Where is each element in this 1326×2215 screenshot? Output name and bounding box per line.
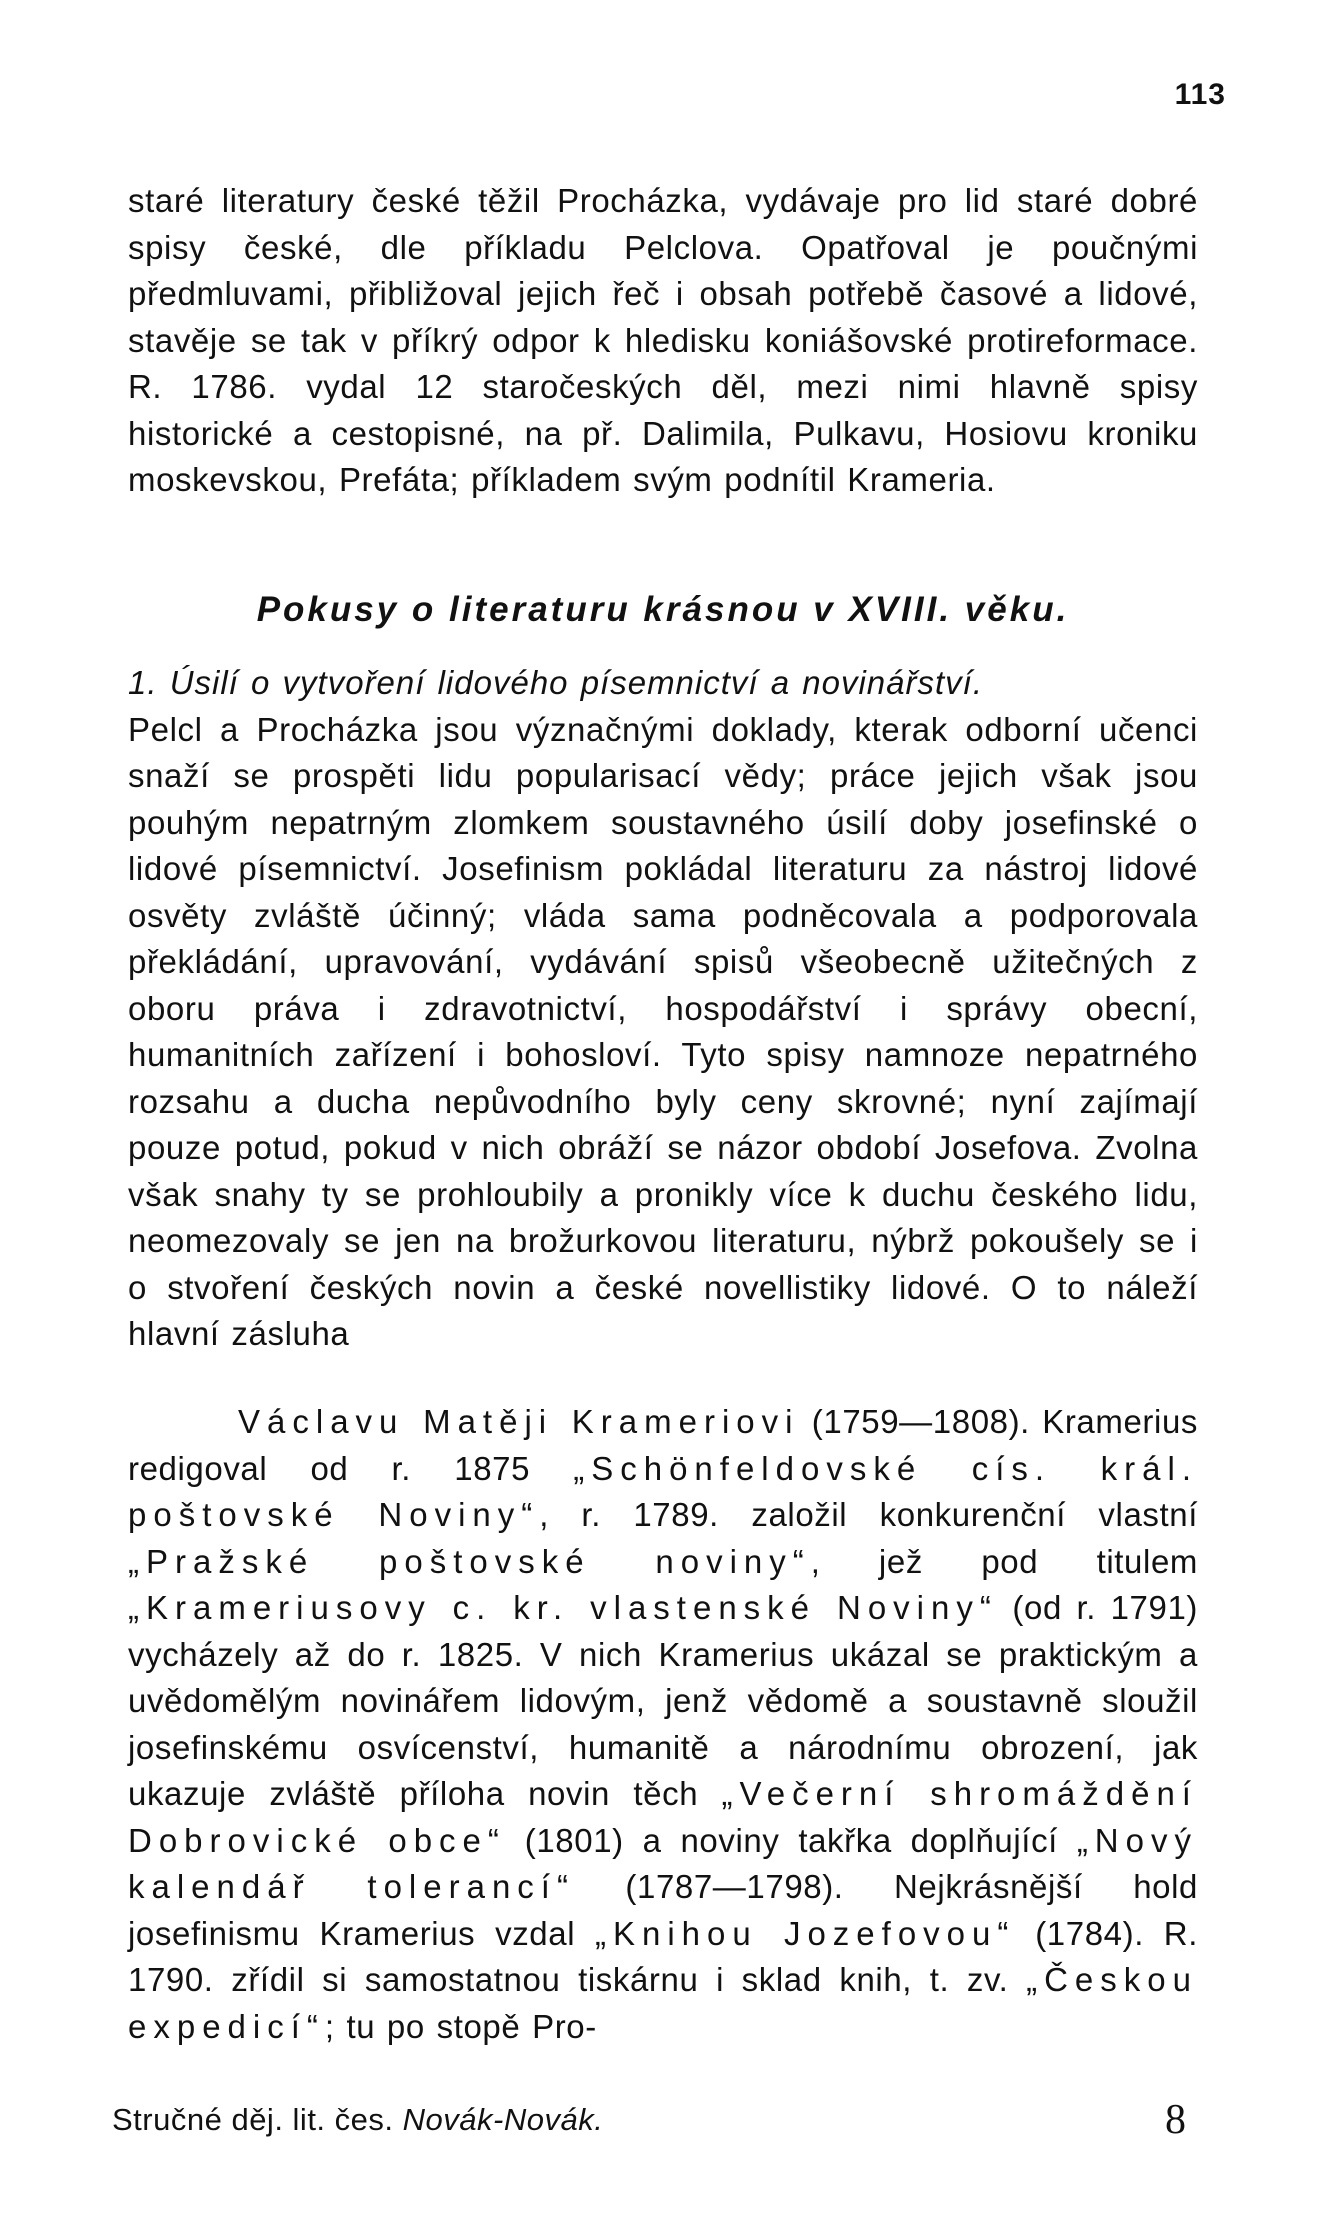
calendar-tolerance: „Nový kalendář tolerancí“	[128, 1821, 1198, 1905]
p3-text-6: (1787—1798). Nejkrásnější hold josefinismu Kramerius vzdal	[128, 1868, 1198, 1952]
p3-text-3: , jež pod titulem	[810, 1542, 1198, 1580]
footer-title	[112, 2102, 603, 2138]
section-title: Pokusy o literaturu krásnou v XVIII. věku.	[256, 590, 1070, 629]
paragraph-2	[128, 660, 1198, 1358]
newspaper-prazske: „Pražské poštovské noviny“	[128, 1542, 811, 1580]
p3-text-2: , r. 1789. založil konkurenční vlastní	[539, 1496, 1198, 1533]
subsection-heading: 1. Úsilí o vytvoření lidového písemnictví a novinářství.	[128, 664, 984, 701]
page-number: 113	[1174, 78, 1226, 111]
book-jozefova: „Knihou Jozefovou“	[594, 1914, 1016, 1952]
newspaper-krameriusovy: „Krameriusovy c. kr. vlastenské Noviny“	[128, 1589, 998, 1626]
p3-text-4: (od r. 1791) vycházely až do r. 1825. V nich Kramerius ukázal se praktickým a uvědomělým novinářem lidovým, jenž vědomě a soustavně sloužil josefinskému osvícenství, humanitě a národnímu obrození, jak ukazuje zvláště příloha novin těch	[128, 1589, 1198, 1812]
paragraph-3	[128, 1399, 1198, 2050]
kramerius-name: Václavu Matěji Krameriovi	[238, 1403, 800, 1440]
supplement-vecerni: „Večerní shromáždění Dobrovické obce“	[128, 1775, 1198, 1859]
newspaper-schoenfeld: „Schönfeldovské cís. král. poštovské Noviny“	[128, 1449, 1198, 1533]
signature-mark: 8	[1165, 2097, 1186, 2143]
p3-text-5: (1801) a noviny takřka doplňující	[505, 1821, 1077, 1859]
ceska-expedice: „Českou expedicí“	[128, 1961, 1198, 2045]
p3-text-8: ; tu po stopě Pro-	[324, 2007, 597, 2045]
footer-author: Novák-Novák.	[402, 2102, 604, 2137]
paragraph-1: staré literatury české těžil Procházka, vydávaje pro lid staré dobré spisy české, dle příkladu Pelclova. Opatřoval je poučnými předmluvami, přibližoval jejich řeč i obsah potřebě časové a lidové, stavěje se tak v příkrý odpor k hledisku koniášovské protireformace. R. 1786. vydal 12 staročeských děl, mezi nimi hlavně spisy historické a cestopisné, na př. Dalimila, Pulkavu, Hosiovu kroniku moskevskou, Prefáta; příkladem svým podnítil Krameria.	[128, 182, 1198, 498]
p3-text-1: (1759—1808). Kramerius redigoval od r. 1875	[128, 1403, 1199, 1487]
p3-text-7: (1784). R. 1790. zřídil si samostatnou tiskárnu i sklad knih, t. zv.	[128, 1914, 1198, 1998]
footer-book-title: Stručné děj. lit. čes.	[112, 2102, 394, 2137]
paragraph-2-body: Pelcl a Procházka jsou význačnými doklady, kterak odborní učenci snaží se prospěti lidu popularisací vědy; práce jejich však jsou pouhým nepatrným zlomkem soustavného úsilí doby josefinské o lidové písemnictví. Josefinism pokládal literaturu za nástroj lidové osvěty zvláště účinný; vláda sama podněcovala a podporovala překládání, upravování, vydávání spisů všeobecně užitečných z oboru práva i zdravotnictví, hospodářství i správy obecní, humanitních zařízení i bohosloví. Tyto spisy namnoze nepatrného rozsahu a ducha nepůvodního byly ceny skrovné; nyní zajímají pouze potud, pokud v nich obráží se názor období Josefova. Zvolna však snahy ty se prohloubily a pronikly více k duchu českého lidu, neomezovaly se jen na brožurkovou literaturu, nýbrž pokoušely se i o stvoření českých novin a české novellistiky lidové. O to náleží hlavní zásluha	[128, 710, 1198, 1352]
